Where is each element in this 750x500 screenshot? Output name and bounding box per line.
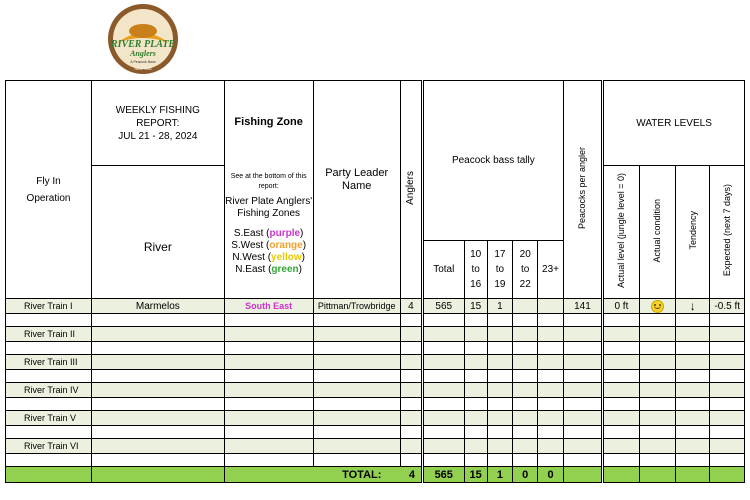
river-name: Marmelos bbox=[92, 299, 225, 314]
expected-level: -0.5 ft bbox=[710, 299, 745, 314]
total-label: TOTAL: 4 bbox=[224, 467, 422, 483]
weekly-fishing-report-table bbox=[5, 80, 745, 483]
table-row bbox=[6, 299, 745, 314]
water-levels-header: WATER LEVELS bbox=[603, 81, 745, 166]
operation-name: River Train I bbox=[6, 299, 92, 314]
table-row bbox=[6, 355, 745, 370]
river-plate-anglers-logo bbox=[107, 3, 179, 75]
fishing-zone-header: Fishing Zone See at the bottom of this report: River Plate Anglers' Fishing Zones S.East (purple) S.West (orange) N.West (yellow) N.East (green) bbox=[224, 81, 313, 299]
total-20-22: 0 bbox=[513, 467, 538, 483]
river-header: River bbox=[92, 166, 225, 299]
tally-total: 565 bbox=[423, 299, 465, 314]
party-leader-header: Party Leader Name bbox=[313, 81, 400, 299]
actual-level-header: Actual level (jungle level = 0) bbox=[603, 166, 639, 299]
operation-name: River Train VI bbox=[6, 439, 92, 454]
tally-20-22 bbox=[513, 299, 538, 314]
zone-name: South East bbox=[224, 299, 313, 314]
logo-tagline: A Peacock Bass bbox=[130, 60, 156, 64]
total-anglers: 4 bbox=[408, 468, 415, 481]
report-dates: JUL 21 - 28, 2024 bbox=[118, 130, 198, 142]
bin-10-16-header: 10 to 16 bbox=[464, 241, 487, 299]
fly-in-operation-header: Fly In Operation bbox=[6, 81, 92, 299]
tally-10-16: 15 bbox=[464, 299, 487, 314]
logo-since: Since 1992 bbox=[134, 67, 152, 71]
tally-23-plus bbox=[538, 299, 563, 314]
total-tally: 565 bbox=[423, 467, 465, 483]
expected-header: Expected (next 7 days) bbox=[710, 166, 745, 299]
smiley-icon bbox=[651, 300, 664, 313]
anglers-header: Anglers bbox=[400, 81, 422, 299]
bin-17-19-header: 17 to 19 bbox=[487, 241, 512, 299]
tally-17-19: 1 bbox=[487, 299, 512, 314]
table-row bbox=[6, 411, 745, 426]
total-17-19: 1 bbox=[487, 467, 512, 483]
bin-20-22-header: 20 to 22 bbox=[513, 241, 538, 299]
operation-name: River Train IV bbox=[6, 383, 92, 398]
bin-23-plus-header: 23+ bbox=[538, 241, 563, 299]
operation-name: River Train III bbox=[6, 355, 92, 370]
zone-reference: River Plate Anglers' Fishing Zones bbox=[225, 196, 313, 219]
actual-condition bbox=[639, 299, 675, 314]
anglers-count: 4 bbox=[400, 299, 422, 314]
total-23-plus: 0 bbox=[538, 467, 563, 483]
total-10-16: 15 bbox=[464, 467, 487, 483]
zone-legend: S.East (purple) S.West (orange) N.West (yellow) N.East (green) bbox=[231, 228, 307, 275]
tendency-arrow-icon: ↓ bbox=[676, 299, 710, 314]
report-title: WEEKLY FISHING REPORT: JUL 21 - 28, 2024 bbox=[92, 81, 225, 166]
peacocks-per-angler-header: Peacocks per angler bbox=[563, 81, 602, 299]
total-col-header: Total bbox=[423, 241, 465, 299]
party-leader: Pittman/Trowbridge bbox=[313, 299, 400, 314]
table-row bbox=[6, 439, 745, 454]
operation-name: River Train II bbox=[6, 327, 92, 342]
logo-text-bottom: Anglers bbox=[130, 49, 156, 58]
peacocks-per-angler: 141 bbox=[563, 299, 602, 314]
peacock-bass-tally-header: Peacock bass tally bbox=[423, 81, 564, 241]
operation-name: River Train V bbox=[6, 411, 92, 426]
tendency-header: Tendency bbox=[676, 166, 710, 299]
totals-row bbox=[6, 467, 745, 483]
actual-condition-header: Actual condition bbox=[639, 166, 675, 299]
logo-text-top: RIVER PLATE bbox=[110, 39, 176, 50]
table-row bbox=[6, 327, 745, 342]
actual-level: 0 ft bbox=[603, 299, 639, 314]
table-row bbox=[6, 383, 745, 398]
